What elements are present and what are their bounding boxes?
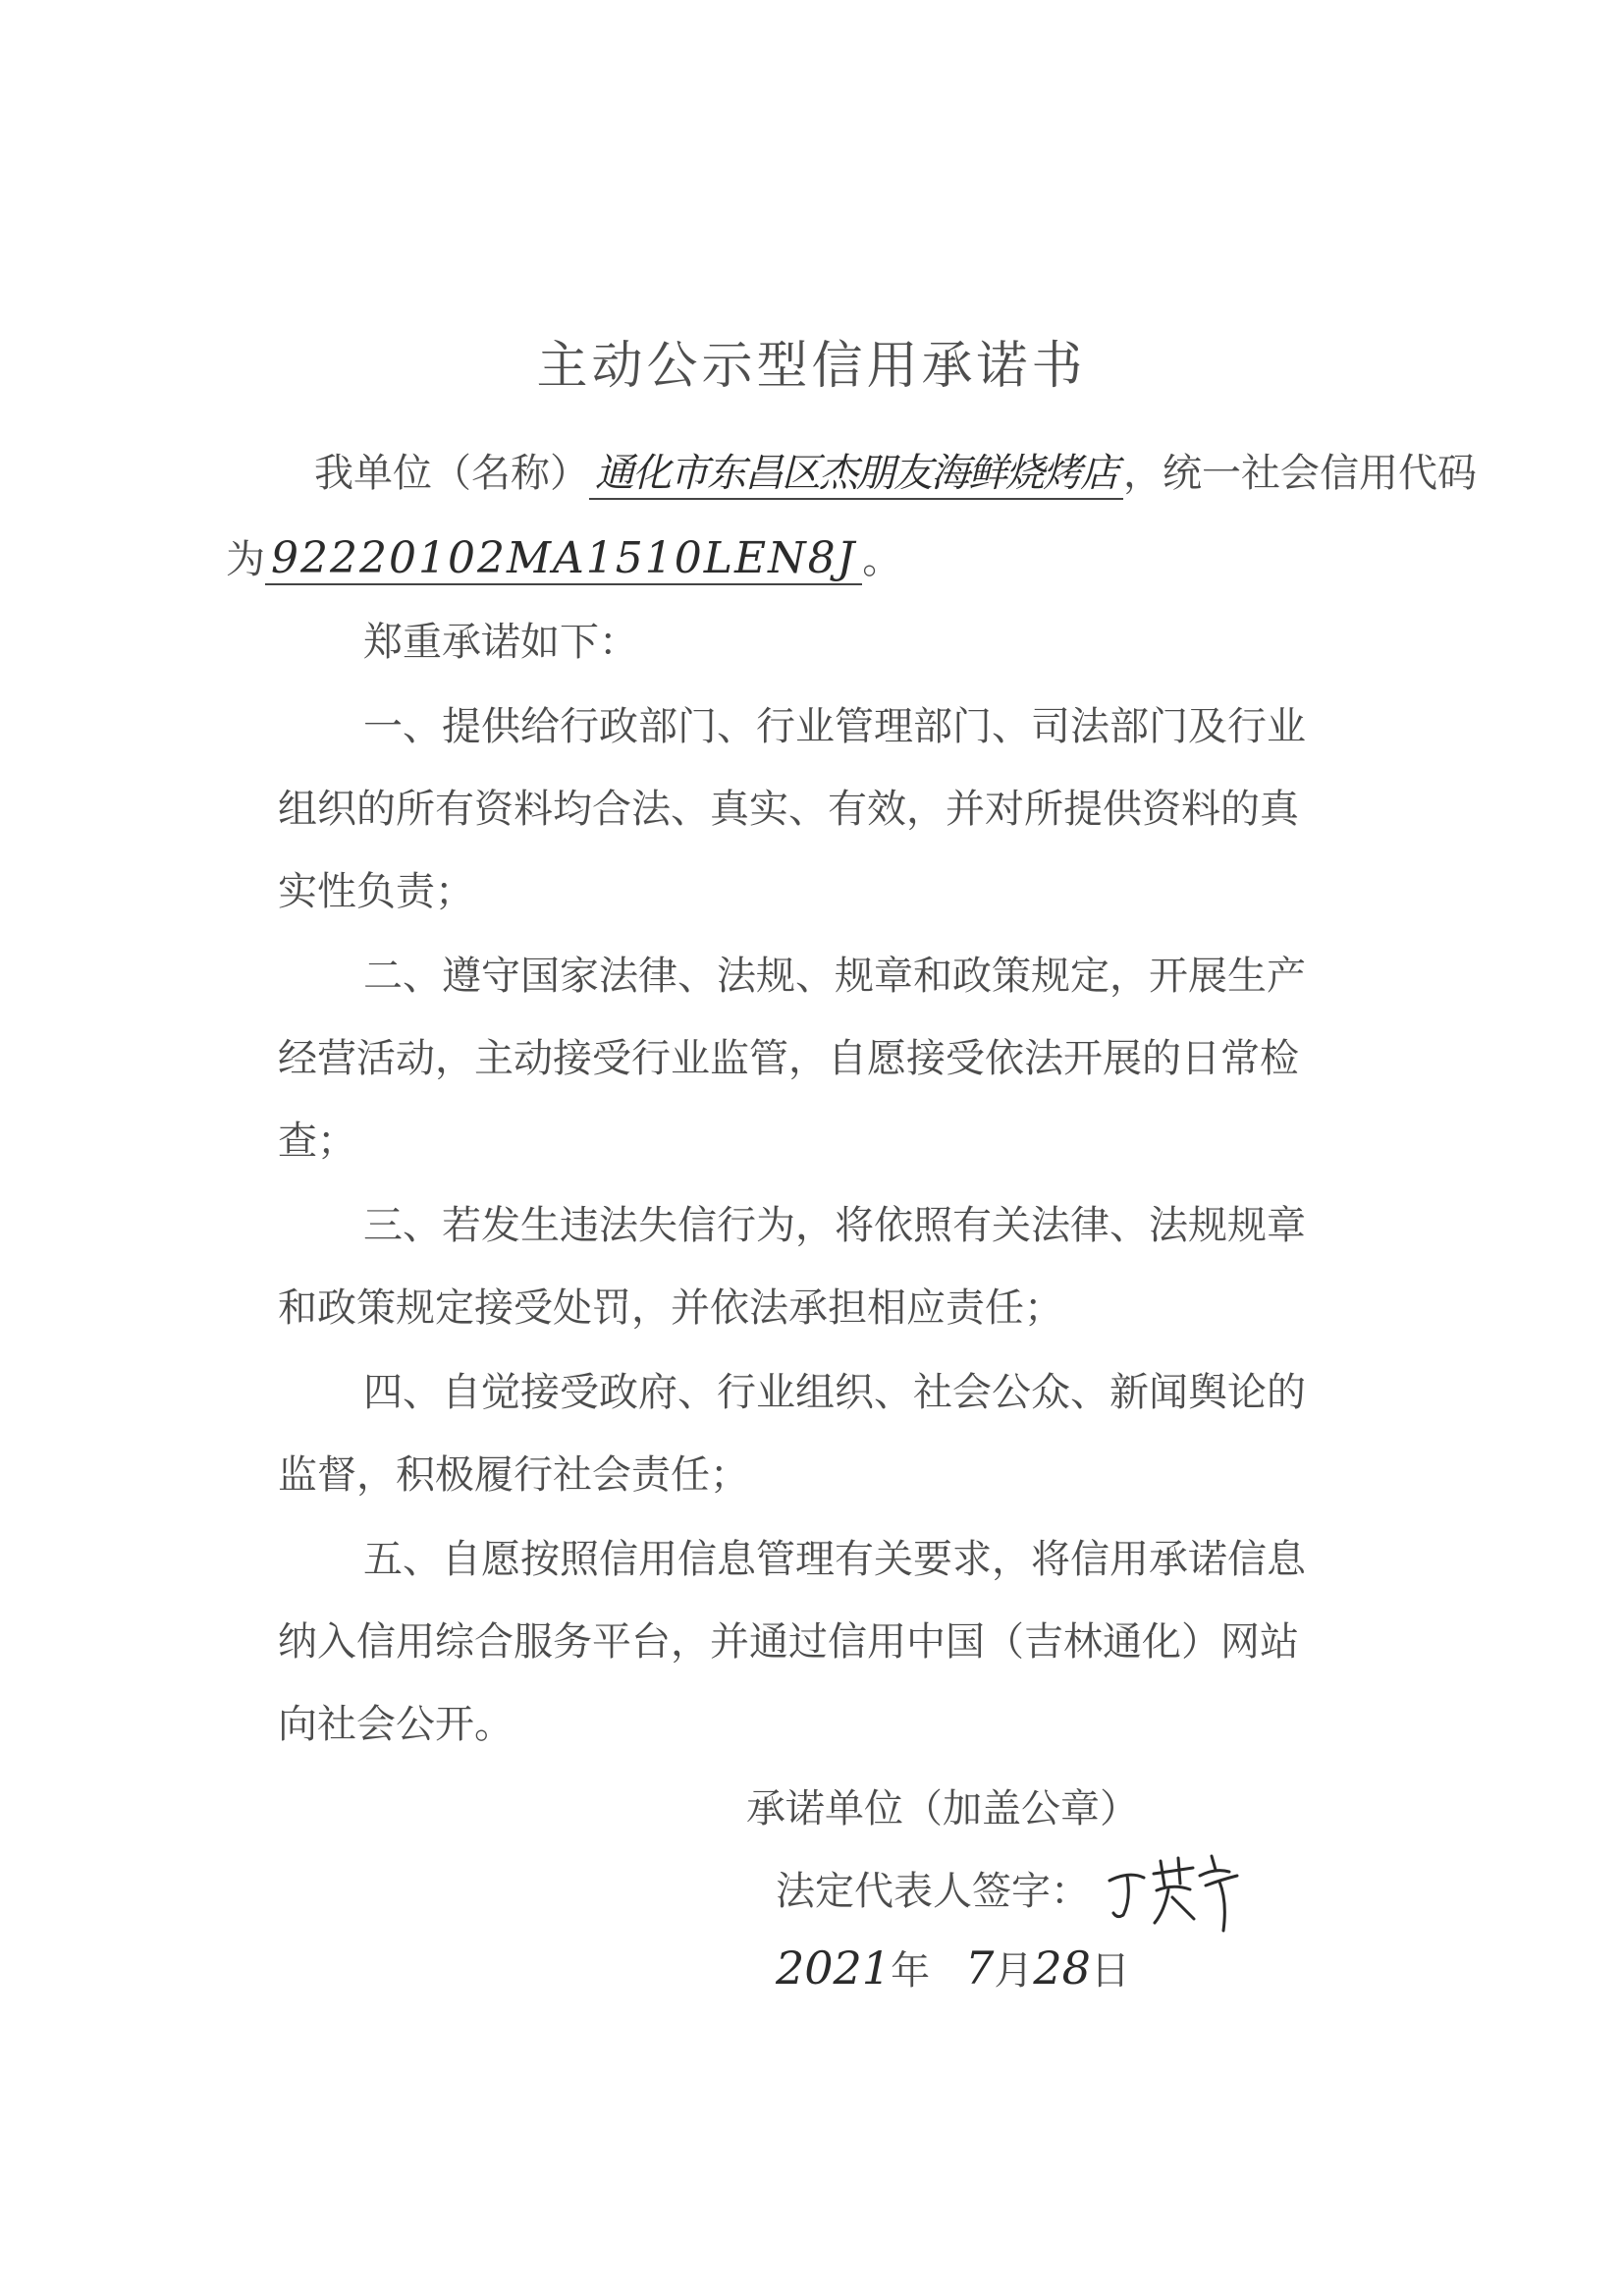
date-month-handwritten: 7 (965, 1941, 995, 1995)
date-day-unit: 日 (1090, 1948, 1130, 1994)
commitment-unit-label: 承诺单位（加盖公章） (746, 1786, 1139, 1831)
unit-name-handwritten: 通化市东昌区杰朋友海鲜烧烤店 (589, 442, 1123, 500)
handwritten-signature (1100, 1846, 1247, 1935)
document-title: 主动公示型信用承诺书 (536, 337, 1087, 396)
signing-date (776, 1940, 1130, 1995)
item-3-line-2: 和政策规定接受处罚，并依法承担相应责任； (278, 1285, 1063, 1331)
item-1-line-2: 组织的所有资料均合法、真实、有效，并对所提供资料的真 (278, 787, 1299, 832)
item-4-line-2: 监督，积极履行社会责任； (278, 1452, 749, 1498)
credit-code-suffix: 。 (862, 537, 902, 582)
intro-line-1 (314, 442, 1477, 500)
item-2-line-3: 查； (278, 1119, 356, 1164)
unit-name-prefix: 我单位（名称） (314, 451, 589, 496)
item-1-line-1: 一、提供给行政部门、行业管理部门、司法部门及行业 (363, 704, 1306, 749)
item-1-line-3: 实性负责； (278, 869, 474, 914)
lead-text: 郑重承诺如下： (363, 620, 638, 665)
date-year-unit: 年 (891, 1948, 931, 1994)
credit-code-prefix: 为 (226, 537, 265, 582)
item-4-line-1: 四、自觉接受政府、行业组织、社会公众、新闻舆论的 (363, 1370, 1306, 1415)
credit-code-handwritten: 92220102MA1510LEN8J (265, 533, 862, 585)
unit-name-suffix: ，统一社会信用代码 (1123, 451, 1477, 496)
item-3-line-1: 三、若发生违法失信行为，将依照有关法律、法规规章 (363, 1203, 1306, 1248)
item-5-line-1: 五、自愿按照信用信息管理有关要求，将信用承诺信息 (363, 1537, 1306, 1582)
item-5-line-3: 向社会公开。 (278, 1702, 514, 1747)
item-2-line-1: 二、遵守国家法律、法规、规章和政策规定，开展生产 (363, 954, 1306, 999)
intro-line-2 (226, 528, 901, 585)
date-day-handwritten: 28 (1033, 1941, 1091, 1995)
legal-rep-line (776, 1860, 1090, 1916)
legal-rep-label: 法定代表人签字： (776, 1869, 1090, 1914)
date-month-unit: 月 (994, 1948, 1034, 1994)
item-2-line-2: 经营活动，主动接受行业监管，自愿接受依法开展的日常检 (278, 1036, 1299, 1081)
date-year-handwritten: 2021 (776, 1941, 892, 1995)
item-5-line-2: 纳入信用综合服务平台，并通过信用中国（吉林通化）网站 (278, 1619, 1299, 1665)
